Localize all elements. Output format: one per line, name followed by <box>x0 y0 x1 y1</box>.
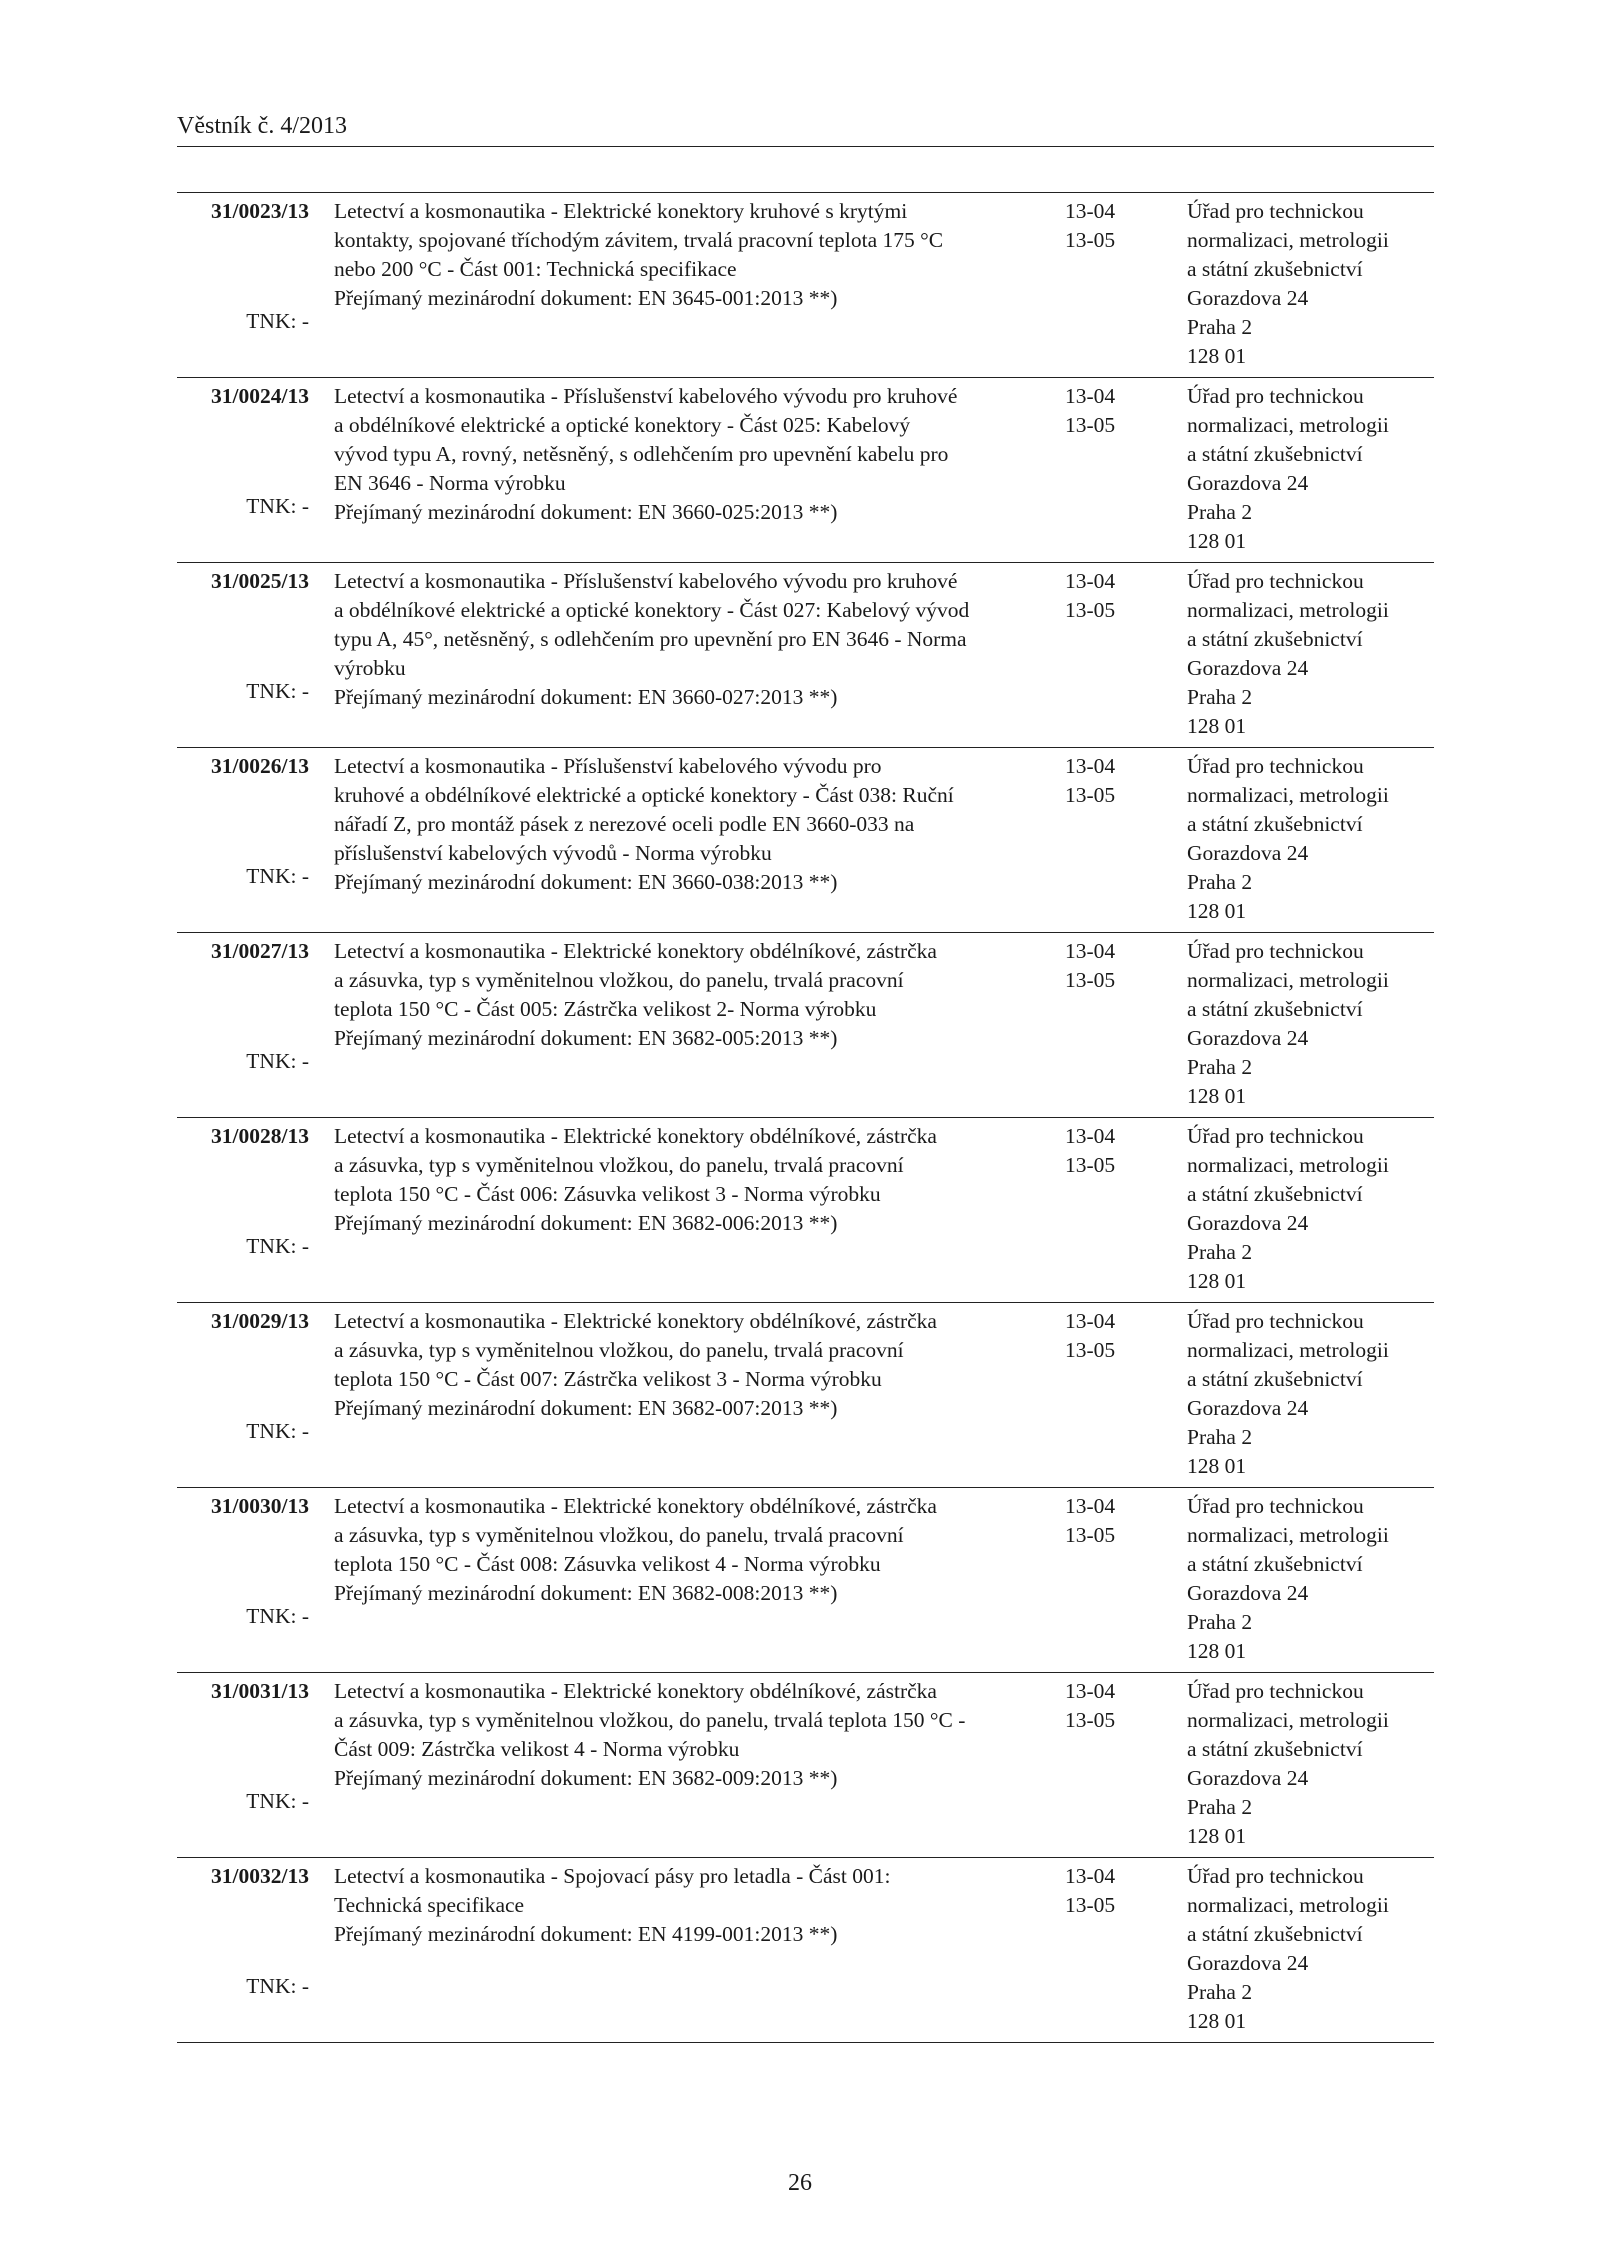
classification-code: 13-04 <box>1065 199 1116 223</box>
description-line: Letectví a kosmonautika - Elektrické konektory obdélníkové, zástrčka <box>334 1494 937 1518</box>
organization-line: Praha 2 <box>1187 870 1253 894</box>
organization-line: normalizaci, metrologii <box>1187 968 1389 992</box>
entry-id-cell <box>177 382 309 521</box>
description-line: nářadí Z, pro montáž pásek z nerezové oceli podle EN 3660-033 na <box>334 812 915 836</box>
organization-line: a státní zkušebnictví <box>1187 1367 1363 1391</box>
entry-codes <box>1065 937 1165 995</box>
table-row <box>177 1673 1434 1858</box>
organization-line: normalizaci, metrologii <box>1187 1153 1389 1177</box>
classification-code: 13-04 <box>1065 569 1116 593</box>
organization-line: Praha 2 <box>1187 1795 1253 1819</box>
entry-organization <box>1187 1122 1434 1296</box>
organization-line: 128 01 <box>1187 1269 1247 1293</box>
entry-codes <box>1065 382 1165 440</box>
entry-codes <box>1065 752 1165 810</box>
entry-organization <box>1187 197 1434 371</box>
entry-tnk: TNK: - <box>246 494 309 518</box>
description-line: Letectví a kosmonautika - Elektrické konektory obdélníkové, zástrčka <box>334 939 937 963</box>
description-line: Letectví a kosmonautika - Elektrické konektory kruhové s krytými <box>334 199 908 223</box>
description-line: kontakty, spojované tříchodým závitem, trvalá pracovní teplota 175 °C <box>334 228 944 252</box>
organization-line: Praha 2 <box>1187 1240 1253 1264</box>
organization-line: Praha 2 <box>1187 315 1253 339</box>
description-line: a obdélníkové elektrické a optické konektory - Část 025: Kabelový <box>334 413 911 437</box>
organization-line: Gorazdova 24 <box>1187 1766 1309 1790</box>
classification-code: 13-04 <box>1065 1679 1116 1703</box>
description-line: typu A, 45°, netěsněný, s odlehčením pro upevnění pro EN 3646 - Norma <box>334 627 967 651</box>
description-line: teplota 150 °C - Část 007: Zástrčka velikost 3 - Norma výrobku <box>334 1367 882 1391</box>
entry-organization <box>1187 1307 1434 1481</box>
classification-code: 13-05 <box>1065 968 1116 992</box>
description-line: Část 009: Zástrčka velikost 4 - Norma výrobku <box>334 1737 740 1761</box>
entry-tnk: TNK: - <box>246 309 309 333</box>
description-line: a zásuvka, typ s vyměnitelnou vložkou, do panelu, trvalá pracovní <box>334 1153 904 1177</box>
entry-tnk: TNK: - <box>246 1419 309 1443</box>
organization-line: Gorazdova 24 <box>1187 1211 1309 1235</box>
organization-line: 128 01 <box>1187 2009 1247 2033</box>
organization-line: normalizaci, metrologii <box>1187 1338 1389 1362</box>
organization-line: Úřad pro technickou <box>1187 1124 1364 1148</box>
organization-line: Úřad pro technickou <box>1187 1679 1364 1703</box>
organization-line: normalizaci, metrologii <box>1187 598 1389 622</box>
entry-number: 31/0027/13 <box>211 939 309 963</box>
standards-table <box>177 192 1434 2043</box>
organization-line: normalizaci, metrologii <box>1187 783 1389 807</box>
entry-codes <box>1065 567 1165 625</box>
organization-line: 128 01 <box>1187 529 1247 553</box>
organization-line: Úřad pro technickou <box>1187 1864 1364 1888</box>
organization-line: a státní zkušebnictví <box>1187 1182 1363 1206</box>
organization-line: Praha 2 <box>1187 685 1253 709</box>
page-header-title: Věstník č. 4/2013 <box>177 113 347 139</box>
organization-line: normalizaci, metrologii <box>1187 228 1389 252</box>
entry-number: 31/0024/13 <box>211 384 309 408</box>
organization-line: 128 01 <box>1187 344 1247 368</box>
organization-line: Úřad pro technickou <box>1187 569 1364 593</box>
entry-tnk: TNK: - <box>246 1789 309 1813</box>
entry-id-cell <box>177 1862 309 2001</box>
entry-organization <box>1187 1677 1434 1851</box>
table-row <box>177 1858 1434 2043</box>
table-row <box>177 1118 1434 1303</box>
classification-code: 13-05 <box>1065 1893 1116 1917</box>
description-line: a zásuvka, typ s vyměnitelnou vložkou, do panelu, trvalá teplota 150 °C - <box>334 1708 966 1732</box>
organization-line: Praha 2 <box>1187 1425 1253 1449</box>
entry-id-cell <box>177 1307 309 1446</box>
description-line: vývod typu A, rovný, netěsněný, s odlehčením pro upevnění kabelu pro <box>334 442 949 466</box>
entry-id-cell <box>177 1492 309 1631</box>
description-line: Přejímaný mezinárodní dokument: EN 3682-008:2013 **) <box>334 1581 838 1605</box>
description-line: a zásuvka, typ s vyměnitelnou vložkou, do panelu, trvalá pracovní <box>334 1338 904 1362</box>
entry-id-cell <box>177 197 309 336</box>
organization-line: Úřad pro technickou <box>1187 939 1364 963</box>
entry-organization <box>1187 382 1434 556</box>
organization-line: Gorazdova 24 <box>1187 1581 1309 1605</box>
organization-line: Úřad pro technickou <box>1187 1494 1364 1518</box>
classification-code: 13-05 <box>1065 1153 1116 1177</box>
description-line: teplota 150 °C - Část 008: Zásuvka velikost 4 - Norma výrobku <box>334 1552 881 1576</box>
classification-code: 13-05 <box>1065 598 1116 622</box>
description-line: Letectví a kosmonautika - Elektrické konektory obdélníkové, zástrčka <box>334 1124 937 1148</box>
entry-tnk: TNK: - <box>246 1049 309 1073</box>
description-line: Přejímaný mezinárodní dokument: EN 3682-005:2013 **) <box>334 1026 838 1050</box>
entry-codes <box>1065 1492 1165 1550</box>
organization-line: a státní zkušebnictví <box>1187 812 1363 836</box>
organization-line: a státní zkušebnictví <box>1187 1737 1363 1761</box>
organization-line: Praha 2 <box>1187 1055 1253 1079</box>
description-line: a obdélníkové elektrické a optické konektory - Část 027: Kabelový vývod <box>334 598 970 622</box>
entry-number: 31/0028/13 <box>211 1124 309 1148</box>
entry-codes <box>1065 1862 1165 1920</box>
entry-number: 31/0025/13 <box>211 569 309 593</box>
description-line: Letectví a kosmonautika - Elektrické konektory obdélníkové, zástrčka <box>334 1309 937 1333</box>
organization-line: a státní zkušebnictví <box>1187 442 1363 466</box>
entry-organization <box>1187 567 1434 741</box>
description-line: Přejímaný mezinárodní dokument: EN 3682-009:2013 **) <box>334 1766 838 1790</box>
classification-code: 13-04 <box>1065 1309 1116 1333</box>
organization-line: Úřad pro technickou <box>1187 384 1364 408</box>
organization-line: 128 01 <box>1187 899 1247 923</box>
entry-number: 31/0030/13 <box>211 1494 309 1518</box>
description-line: kruhové a obdélníkové elektrické a optické konektory - Část 038: Ruční <box>334 783 954 807</box>
classification-code: 13-05 <box>1065 413 1116 437</box>
organization-line: Praha 2 <box>1187 1610 1253 1634</box>
organization-line: Gorazdova 24 <box>1187 841 1309 865</box>
entry-number: 31/0023/13 <box>211 199 309 223</box>
description-line: Letectví a kosmonautika - Příslušenství kabelového vývodu pro kruhové <box>334 569 958 593</box>
entry-tnk: TNK: - <box>246 864 309 888</box>
entry-id-cell <box>177 1677 309 1816</box>
entry-codes <box>1065 1677 1165 1735</box>
classification-code: 13-05 <box>1065 1708 1116 1732</box>
organization-line: Gorazdova 24 <box>1187 656 1309 680</box>
organization-line: Gorazdova 24 <box>1187 286 1309 310</box>
description-line: nebo 200 °C - Část 001: Technická specifikace <box>334 257 737 281</box>
organization-line: normalizaci, metrologii <box>1187 1893 1389 1917</box>
entry-codes <box>1065 1122 1165 1180</box>
organization-line: Praha 2 <box>1187 500 1253 524</box>
description-line: Přejímaný mezinárodní dokument: EN 3682-007:2013 **) <box>334 1396 838 1420</box>
organization-line: 128 01 <box>1187 1084 1247 1108</box>
entry-organization <box>1187 1862 1434 2036</box>
table-row <box>177 748 1434 933</box>
table-row <box>177 378 1434 563</box>
table-row <box>177 1488 1434 1673</box>
page-number: 26 <box>788 2170 812 2196</box>
classification-code: 13-04 <box>1065 754 1116 778</box>
description-line: teplota 150 °C - Část 006: Zásuvka velikost 3 - Norma výrobku <box>334 1182 881 1206</box>
classification-code: 13-05 <box>1065 228 1116 252</box>
classification-code: 13-04 <box>1065 939 1116 963</box>
entry-codes <box>1065 1307 1165 1365</box>
entry-tnk: TNK: - <box>246 1974 309 1998</box>
table-row <box>177 563 1434 748</box>
entry-number: 31/0029/13 <box>211 1309 309 1333</box>
organization-line: a státní zkušebnictví <box>1187 1922 1363 1946</box>
classification-code: 13-04 <box>1065 384 1116 408</box>
entry-id-cell <box>177 567 309 706</box>
organization-line: Praha 2 <box>1187 1980 1253 2004</box>
description-line: výrobku <box>334 656 406 680</box>
description-line: a zásuvka, typ s vyměnitelnou vložkou, do panelu, trvalá pracovní <box>334 968 904 992</box>
table-row <box>177 1303 1434 1488</box>
entry-organization <box>1187 937 1434 1111</box>
description-line: teplota 150 °C - Část 005: Zástrčka velikost 2- Norma výrobku <box>334 997 877 1021</box>
description-line: EN 3646 - Norma výrobku <box>334 471 566 495</box>
description-line: Letectví a kosmonautika - Příslušenství kabelového vývodu pro <box>334 754 882 778</box>
description-line: Letectví a kosmonautika - Příslušenství kabelového vývodu pro kruhové <box>334 384 958 408</box>
organization-line: Gorazdova 24 <box>1187 1026 1309 1050</box>
entry-number: 31/0031/13 <box>211 1679 309 1703</box>
classification-code: 13-04 <box>1065 1124 1116 1148</box>
organization-line: Gorazdova 24 <box>1187 1396 1309 1420</box>
entry-number: 31/0026/13 <box>211 754 309 778</box>
header-divider <box>177 146 1434 147</box>
organization-line: Úřad pro technickou <box>1187 754 1364 778</box>
description-line: Technická specifikace <box>334 1893 525 1917</box>
entry-tnk: TNK: - <box>246 1234 309 1258</box>
organization-line: normalizaci, metrologii <box>1187 1523 1389 1547</box>
description-line: Přejímaný mezinárodní dokument: EN 3660-025:2013 **) <box>334 500 838 524</box>
organization-line: a státní zkušebnictví <box>1187 997 1363 1021</box>
entry-id-cell <box>177 1122 309 1261</box>
entry-organization <box>1187 1492 1434 1666</box>
description-line: Přejímaný mezinárodní dokument: EN 3660-038:2013 **) <box>334 870 838 894</box>
description-line: Letectví a kosmonautika - Spojovací pásy pro letadla - Část 001: <box>334 1864 891 1888</box>
entry-number: 31/0032/13 <box>211 1864 309 1888</box>
organization-line: 128 01 <box>1187 1454 1247 1478</box>
classification-code: 13-04 <box>1065 1864 1116 1888</box>
table-row <box>177 193 1434 378</box>
entry-id-cell <box>177 752 309 891</box>
organization-line: Úřad pro technickou <box>1187 1309 1364 1333</box>
description-line: příslušenství kabelových vývodů - Norma výrobku <box>334 841 772 865</box>
organization-line: a státní zkušebnictví <box>1187 627 1363 651</box>
description-line: a zásuvka, typ s vyměnitelnou vložkou, do panelu, trvalá pracovní <box>334 1523 904 1547</box>
organization-line: a státní zkušebnictví <box>1187 257 1363 281</box>
entry-organization <box>1187 752 1434 926</box>
description-line: Přejímaný mezinárodní dokument: EN 4199-001:2013 **) <box>334 1922 838 1946</box>
classification-code: 13-05 <box>1065 1523 1116 1547</box>
organization-line: 128 01 <box>1187 714 1247 738</box>
classification-code: 13-05 <box>1065 1338 1116 1362</box>
description-line: Letectví a kosmonautika - Elektrické konektory obdélníkové, zástrčka <box>334 1679 937 1703</box>
description-line: Přejímaný mezinárodní dokument: EN 3660-027:2013 **) <box>334 685 838 709</box>
organization-line: Gorazdova 24 <box>1187 471 1309 495</box>
description-line: Přejímaný mezinárodní dokument: EN 3682-006:2013 **) <box>334 1211 838 1235</box>
organization-line: normalizaci, metrologii <box>1187 413 1389 437</box>
organization-line: a státní zkušebnictví <box>1187 1552 1363 1576</box>
organization-line: Gorazdova 24 <box>1187 1951 1309 1975</box>
organization-line: 128 01 <box>1187 1639 1247 1663</box>
description-line: Přejímaný mezinárodní dokument: EN 3645-001:2013 **) <box>334 286 838 310</box>
organization-line: Úřad pro technickou <box>1187 199 1364 223</box>
entry-tnk: TNK: - <box>246 1604 309 1628</box>
organization-line: normalizaci, metrologii <box>1187 1708 1389 1732</box>
classification-code: 13-04 <box>1065 1494 1116 1518</box>
organization-line: 128 01 <box>1187 1824 1247 1848</box>
entry-codes <box>1065 197 1165 255</box>
table-row <box>177 933 1434 1118</box>
entry-tnk: TNK: - <box>246 679 309 703</box>
classification-code: 13-05 <box>1065 783 1116 807</box>
entry-id-cell <box>177 937 309 1076</box>
